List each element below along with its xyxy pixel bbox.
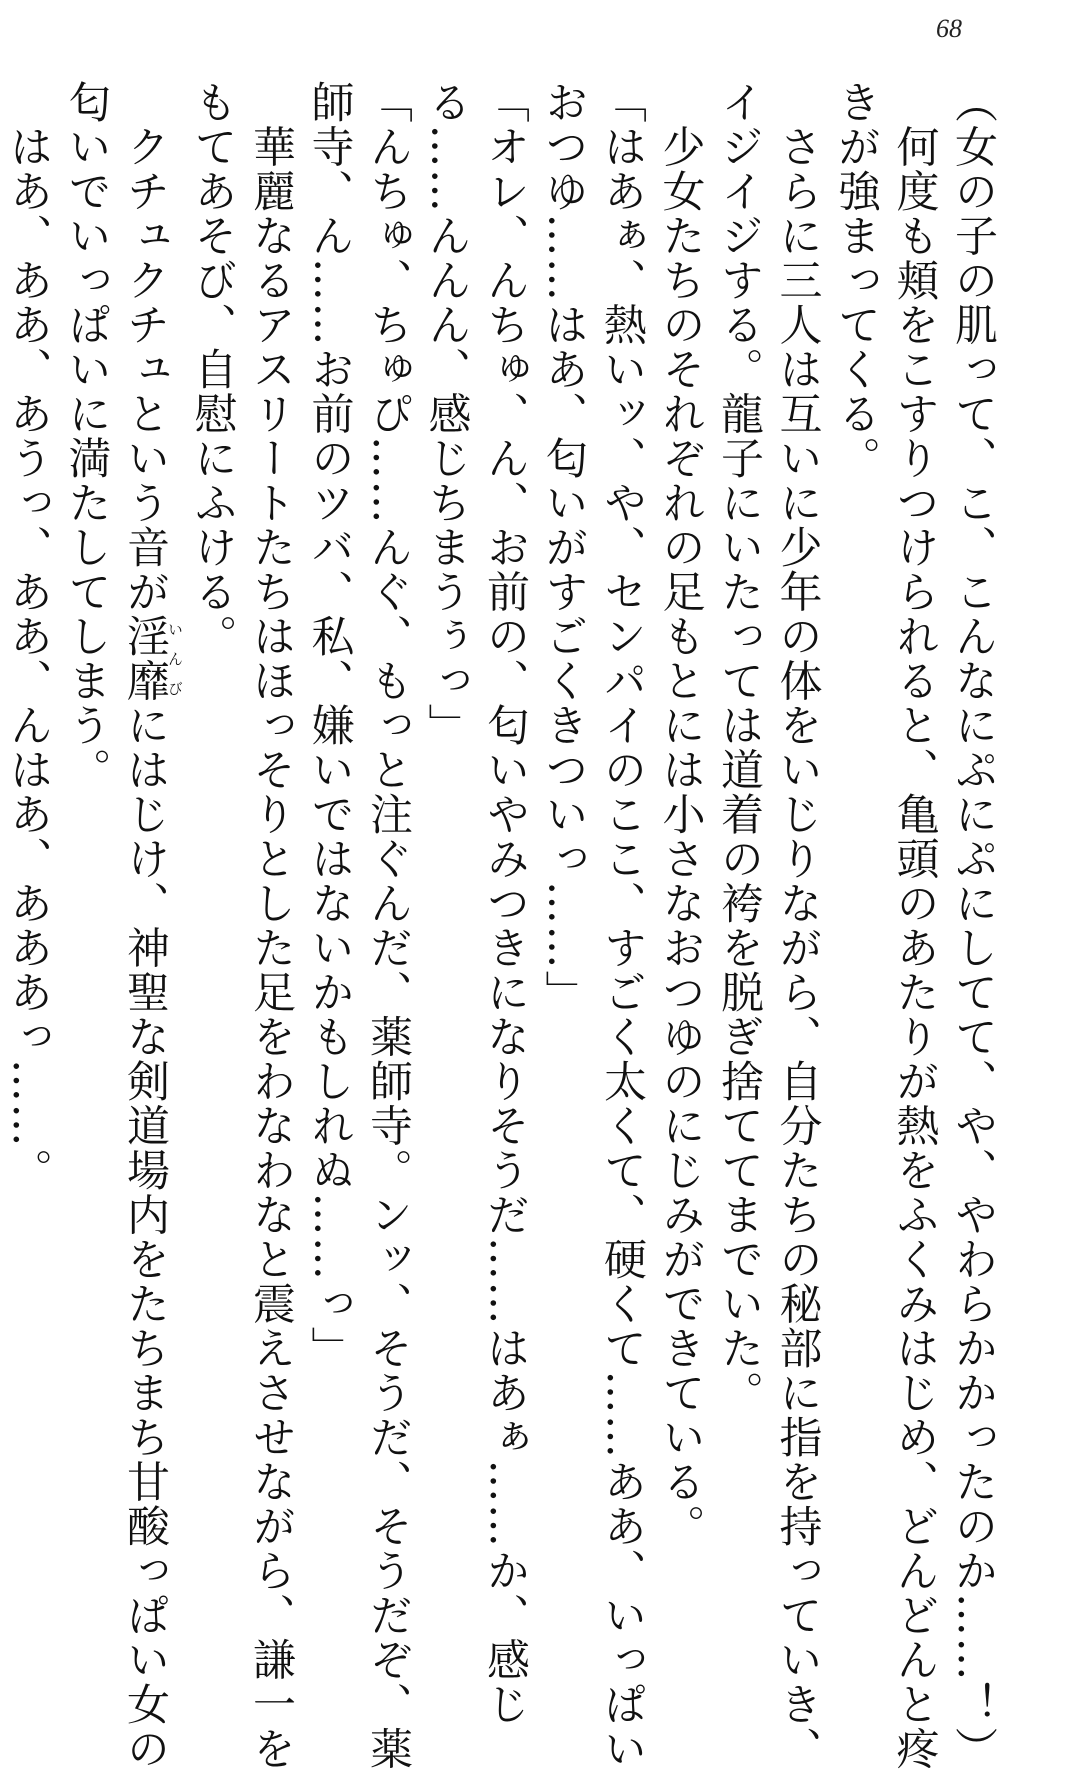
text-segment: にはじけ、神聖な剣道場内をたちまち甘酸っぱい女の <box>120 703 170 1771</box>
text-line: 少女たちのそれぞれの足もとには小さなおつゆのにじみができている。 <box>655 80 706 1549</box>
text-line: 師寺、ん……お前のツバ、私、嫌いではないかもしれぬ……っ」 <box>304 80 355 1371</box>
text-line: 「はあぁ、熱いッ、や、センパイのここ、すごく太くて、硬くて……ああ、いっぱい <box>597 80 647 1771</box>
text-line: 華麗なるアスリートたちはほっそりとした足をわなわなと震えさせながら、謙一を <box>246 80 296 1771</box>
page-number: 68 <box>936 14 962 43</box>
text-line: もてあそび、自慰にふける。 <box>187 80 238 659</box>
text-line: 「オレ、んちゅ、ん、お前の、匂いやみつきになりそうだ……はあぁ……か、感じ <box>480 80 530 1727</box>
text-line: さらに三人は互いに少年の体をいじりながら、自分たちの秘部に指を持っていき、 <box>772 80 823 1771</box>
ruby-reading: いんび <box>166 614 184 703</box>
text-line: 何度も頬をこすりつけられると、亀頭のあたりが熱をふくみはじめ、どんどんと疼 <box>889 80 940 1771</box>
text-line: 「んちゅ、ちゅぴ……んぐ、もっと注ぐんだ、薬師寺。ンッ、そうだ、そうだぞ、薬 <box>363 80 413 1771</box>
ruby-base: 淫靡 <box>120 614 170 703</box>
body-text <box>0 80 1002 1771</box>
text-line: はあ、ああ、あうっ、ああ、んはあ、あああっ……。 <box>3 80 53 1193</box>
text-line: る……んんん、感じちまうぅっ」 <box>421 80 472 748</box>
text-line: おつゆ……はあ、匂いがすごくきついっ……」 <box>538 80 589 1015</box>
text-line: きが強まってくる。 <box>831 80 881 481</box>
text-segment: クチュクチュという音が <box>120 80 170 614</box>
text-line: 匂いでいっぱいに満たしてしまう。 <box>61 80 112 792</box>
text-line: （女の子の肌って、こ、こんなにぷにぷにしてて、や、やわらかかったのか……！） <box>948 80 998 1771</box>
text-line: イジイジする。龍子にいたっては道着の袴を脱ぎ捨ててまでいた。 <box>714 80 764 1415</box>
ruby-annotation <box>120 614 184 703</box>
text-line-with-ruby <box>116 80 184 1771</box>
